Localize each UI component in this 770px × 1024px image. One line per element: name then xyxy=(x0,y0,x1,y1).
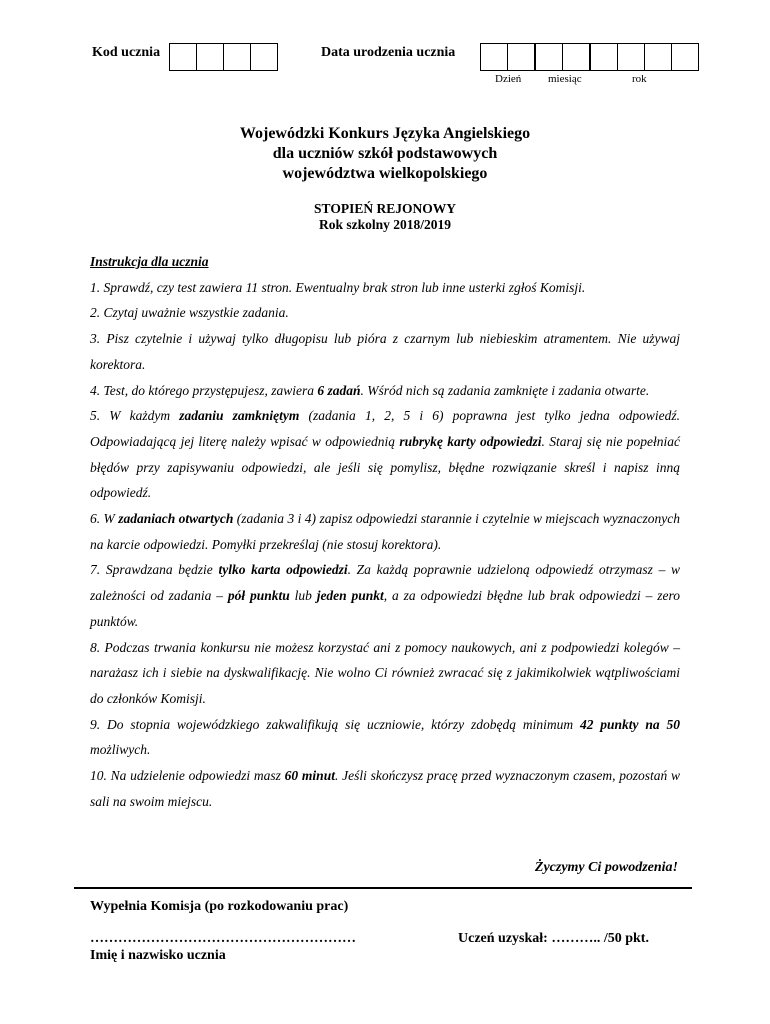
closing-wish: Życzymy Ci powodzenia! xyxy=(534,860,678,875)
instruction-text: 3. Pisz czytelnie i używaj tylko długopisu lub pióra z czarnym lub niebieskim atramentem. Nie używaj korektora. xyxy=(90,331,680,372)
student-name-label: Imię i nazwisko ucznia xyxy=(90,948,226,963)
year-box[interactable] xyxy=(671,43,699,71)
school-year: Rok szkolny 2018/2019 xyxy=(318,217,452,232)
instruction-emphasis: jeden punkt xyxy=(316,588,384,604)
month-box[interactable] xyxy=(534,43,563,71)
instruction-text: (zadania 1, 2, 5 i 6) poprawna jest tylko jedna odpowiedź. Odpowiadającą jej literę należy wpisać w odpowiednią xyxy=(90,408,680,449)
instructions xyxy=(90,249,680,814)
code-box[interactable] xyxy=(223,43,251,71)
instruction-emphasis: zadaniach otwartych xyxy=(118,511,234,527)
year-label: rok xyxy=(632,73,647,85)
instruction-text: . Za każdą poprawnie udzieloną odpowiedź otrzymasz – w zależności od zadania – xyxy=(90,562,681,604)
committee-label: Wypełnia Komisja (po rozkodowaniu prac) xyxy=(90,899,349,914)
title-line: województwa wielkopolskiego xyxy=(282,165,488,182)
instruction-text: . Jeśli skończysz pracę przed wyznaczonym czasem, pozostań w sali na swoim miejscu. xyxy=(90,768,680,809)
instruction-text: lub xyxy=(289,588,317,604)
instructions-heading: Instrukcja dla ucznia xyxy=(90,254,209,269)
instruction-item xyxy=(90,326,680,377)
instruction-text: . Staraj się nie popełniać błędów przy zapisywaniu odpowiedzi, ale jeśli się pomylisz, błędne rozwiązanie skreśl i napisz inną odpowiedź. xyxy=(90,433,681,501)
score-line[interactable]: Uczeń uzyskał: ……….. /50 pkt. xyxy=(458,931,649,946)
instruction-item xyxy=(90,712,680,763)
month-box[interactable] xyxy=(562,43,590,71)
instruction-text: 10. Na udzielenie odpowiedzi masz xyxy=(90,768,285,784)
instructions-list xyxy=(90,275,680,815)
code-box[interactable] xyxy=(169,43,197,71)
instruction-item xyxy=(90,275,680,301)
birth-date-boxes[interactable] xyxy=(480,43,698,71)
instruction-emphasis: 6 zadań xyxy=(317,382,361,398)
instruction-emphasis: pół punktu xyxy=(227,588,290,604)
instruction-text: . Wśród nich są zadania zamknięte i zadania otwarte. xyxy=(360,382,650,398)
year-box[interactable] xyxy=(589,43,618,71)
instruction-text: 5. W każdym xyxy=(90,408,180,424)
header-row xyxy=(0,43,770,71)
instruction-item xyxy=(90,506,680,557)
day-box[interactable] xyxy=(507,43,535,71)
instruction-text: 6. W xyxy=(90,511,119,527)
year-box[interactable] xyxy=(644,43,672,71)
student-code-boxes[interactable] xyxy=(169,43,277,71)
instruction-text: 8. Podczas trwania konkursu nie możesz korzystać ani z pomocy naukowych, ani z podpowiedzi kolegów – narażasz ich i siebie na dyskwalifikację. Nie wolno Ci również zwracać się z jakimikolwiek wątpliwościami do członków Komisji. xyxy=(90,639,680,706)
name-line[interactable]: ………………………………………………… xyxy=(90,931,356,946)
instruction-item xyxy=(90,557,680,634)
instruction-text: 7. Sprawdzana będzie xyxy=(90,562,219,578)
instruction-emphasis: 60 minut xyxy=(284,768,335,784)
code-box[interactable] xyxy=(250,43,278,71)
contest-title xyxy=(0,124,770,184)
instruction-text: 4. Test, do którego przystępujesz, zawiera xyxy=(90,382,318,398)
instruction-emphasis: zadaniu zamkniętym xyxy=(179,408,300,424)
instruction-item xyxy=(90,378,680,404)
instruction-item xyxy=(90,300,680,326)
day-label: Dzień xyxy=(495,73,522,85)
instruction-text: 2. Czytaj uważnie wszystkie zadania. xyxy=(90,305,289,321)
month-label: miesiąc xyxy=(548,73,582,85)
instruction-item xyxy=(90,403,680,506)
instruction-item xyxy=(90,635,680,712)
instruction-emphasis: 42 punkty na 50 xyxy=(579,716,680,732)
student-code-label: Kod ucznia xyxy=(92,45,161,60)
instruction-emphasis: tylko karta odpowiedzi xyxy=(218,562,348,578)
instruction-text: 1. Sprawdź, czy test zawiera 11 stron. Ewentualny brak stron lub inne usterki zgłoś Komisji. xyxy=(90,279,586,295)
code-box[interactable] xyxy=(196,43,224,71)
instruction-emphasis: rubrykę karty odpowiedzi xyxy=(399,433,542,449)
day-box[interactable] xyxy=(480,43,508,71)
instruction-text: , a za odpowiedzi błędne lub brak odpowiedzi – zero punktów. xyxy=(90,588,680,629)
title-line: Wojewódzki Konkurs Języka Angielskiego xyxy=(239,125,531,142)
instruction-text: (zadania 3 i 4) zapisz odpowiedzi starannie i czytelnie w miejscach wyznaczonych na karcie odpowiedzi. Pomyłki przekreślaj (nie stosuj korektora). xyxy=(90,511,681,552)
birth-date-label: Data urodzenia ucznia xyxy=(321,45,456,60)
stage-info xyxy=(0,201,770,233)
title-line: dla uczniów szkół podstawowych xyxy=(272,145,498,162)
instruction-item xyxy=(90,763,680,814)
instruction-text: możliwych. xyxy=(90,742,151,758)
stage-name: STOPIEŃ REJONOWY xyxy=(314,201,456,216)
instruction-text: 9. Do stopnia wojewódzkiego zakwalifikują się uczniowie, którzy zdobędą minimum xyxy=(90,716,580,732)
year-box[interactable] xyxy=(617,43,645,71)
divider xyxy=(74,887,692,889)
